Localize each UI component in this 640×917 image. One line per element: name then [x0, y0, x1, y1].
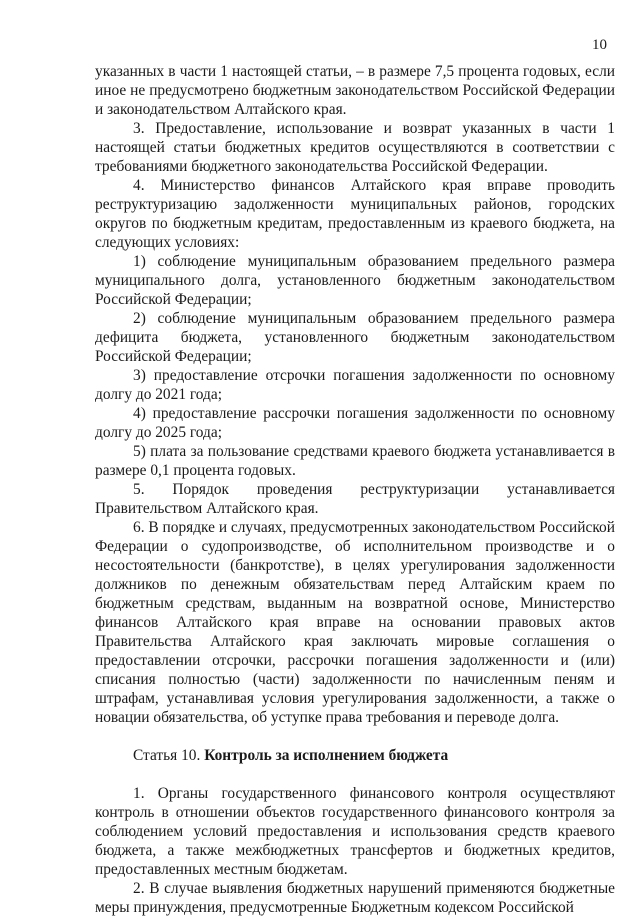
article-heading: [95, 746, 615, 765]
paragraph: 5. Порядок проведения реструктуризации устанавливается Правительством Алтайского края.: [95, 481, 615, 517]
paragraph: указанных в части 1 настоящей статьи, – в размере 7,5 процента годовых, если иное не предусмотрено бюджетным законодательством Российской Федерации и законодательством Алтайского края.: [95, 63, 615, 118]
paragraph: 2. В случае выявления бюджетных нарушений применяются бюджетные меры принуждения, предусмотренные Бюджетным кодексом Российской: [95, 880, 615, 916]
paragraph: 3. Предоставление, использование и возврат указанных в части 1 настоящей статьи бюджетных кредитов осуществляются в соответствии с требованиями бюджетного законодательства Российской Федерации.: [95, 120, 615, 175]
paragraph: 1. Органы государственного финансового контроля осуществляют контроль в отношении объектов государственного финансового контроля за соблюдением условий предоставления и использования средств краевого бюджета, а также межбюджетных трансфертов и бюджетных кредитов, предоставленных местным бюджетам.: [95, 785, 615, 878]
article-title: Контроль за исполнением бюджета: [204, 747, 449, 764]
document-body: [95, 62, 615, 917]
paragraph: 6. В порядке и случаях, предусмотренных законодательством Российской Федерации о судопроизводстве, об исполнительном производстве и о несостоятельности (банкротстве), в целях урегулирования задолженности должников по денежным обязательствам перед Алтайским краем по бюджетным средствам, выданным на возвратной основе, Министерство финансов Алтайского края вправе на основании правовых актов Правительства Алтайского края заключать мировые соглашения о предоставлении отсрочки, рассрочки погашения задолженности и (или) списания полностью (части) задолженности по начисленным пеням и штрафам, устанавливая условия урегулирования задолженности, а также о новации обязательства, об уступке права требования и переводе долга.: [95, 519, 615, 726]
list-item: 3) предоставление отсрочки погашения задолженности по основному долгу до 2021 года;: [95, 367, 615, 403]
paragraph: 4. Министерство финансов Алтайского края вправе проводить реструктуризацию задолженности муниципальных районов, городских округов по бюджетным кредитам, предоставленным из краевого бюджета, на следующих условиях:: [95, 177, 615, 251]
article-prefix: Статья 10.: [133, 747, 201, 764]
list-item: 2) соблюдение муниципальным образованием предельного размера дефицита бюджета, установленного бюджетным законодательством Российской Федерации;: [95, 310, 615, 365]
list-item: 4) предоставление рассрочки погашения задолженности по основному долгу до 2025 года;: [95, 405, 615, 441]
list-item: 5) плата за пользование средствами краевого бюджета устанавливается в размере 0,1 процента годовых.: [95, 443, 615, 479]
list-item: 1) соблюдение муниципальным образованием предельного размера муниципального долга, установленного бюджетным законодательством Российской Федерации;: [95, 253, 615, 308]
page-number: 10: [592, 37, 607, 53]
